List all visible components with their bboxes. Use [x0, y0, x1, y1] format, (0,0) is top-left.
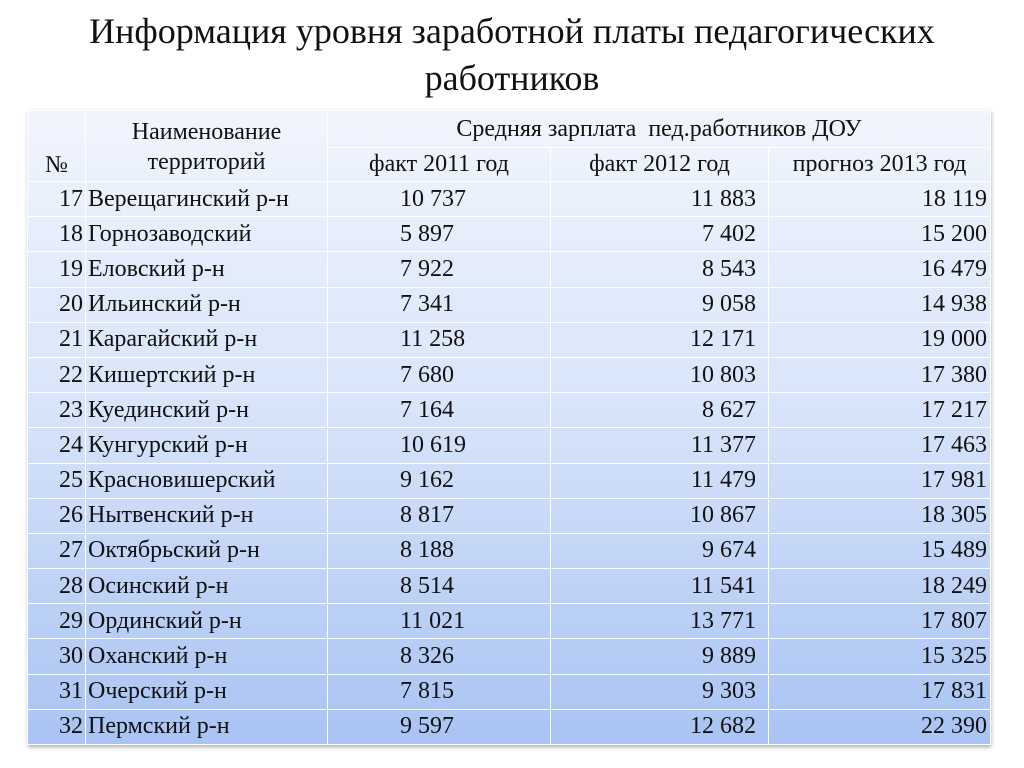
value-fact-2011: 11 258 [328, 322, 551, 357]
value-fact-2012: 9 303 [551, 674, 769, 709]
value-fact-2011: 7 815 [328, 674, 551, 709]
value-forecast-2013: 16 479 [769, 252, 991, 287]
header-average-salary: Средняя зарплата пед.работников ДОУ [328, 111, 991, 148]
row-number: 20 [28, 287, 86, 322]
table-row [28, 287, 991, 322]
table-row [28, 252, 991, 287]
table-row [28, 463, 991, 498]
value-fact-2011: 10 619 [328, 428, 551, 463]
value-fact-2011: 8 817 [328, 498, 551, 533]
value-forecast-2013: 19 000 [769, 322, 991, 357]
value-fact-2012: 11 377 [551, 428, 769, 463]
territory-name: Нытвенский р-н [86, 498, 328, 533]
value-forecast-2013: 17 380 [769, 357, 991, 392]
territory-name: Куединский р-н [86, 393, 328, 428]
table-row [28, 322, 991, 357]
row-number: 19 [28, 252, 86, 287]
value-fact-2012: 7 402 [551, 217, 769, 252]
table-row [28, 639, 991, 674]
territory-name: Красновишерский [86, 463, 328, 498]
value-forecast-2013: 15 200 [769, 217, 991, 252]
value-fact-2012: 12 171 [551, 322, 769, 357]
value-fact-2012: 11 541 [551, 569, 769, 604]
value-forecast-2013: 17 217 [769, 393, 991, 428]
value-forecast-2013: 17 463 [769, 428, 991, 463]
territory-name: Кунгурский р-н [86, 428, 328, 463]
row-number: 17 [28, 182, 86, 217]
value-fact-2012: 12 682 [551, 709, 769, 744]
value-forecast-2013: 15 325 [769, 639, 991, 674]
value-fact-2012: 10 867 [551, 498, 769, 533]
table-row [28, 674, 991, 709]
value-fact-2011: 7 680 [328, 357, 551, 392]
value-fact-2012: 9 889 [551, 639, 769, 674]
table-row [28, 569, 991, 604]
territory-name: Карагайский р-н [86, 322, 328, 357]
header-fact-2012: факт 2012 год [551, 148, 769, 182]
territory-name: Верещагинский р-н [86, 182, 328, 217]
value-fact-2011: 7 341 [328, 287, 551, 322]
territory-name: Ординский р-н [86, 604, 328, 639]
row-number: 28 [28, 569, 86, 604]
header-forecast-2013: прогноз 2013 год [769, 148, 991, 182]
row-number: 27 [28, 533, 86, 568]
value-forecast-2013: 15 489 [769, 533, 991, 568]
value-fact-2011: 8 514 [328, 569, 551, 604]
row-number: 26 [28, 498, 86, 533]
territory-name: Очерский р-н [86, 674, 328, 709]
value-fact-2012: 8 627 [551, 393, 769, 428]
territory-name: Оханский р-н [86, 639, 328, 674]
row-number: 32 [28, 709, 86, 744]
territory-name: Осинский р-н [86, 569, 328, 604]
table-body [28, 182, 991, 745]
row-number: 23 [28, 393, 86, 428]
table-row [28, 428, 991, 463]
value-fact-2011: 8 188 [328, 533, 551, 568]
table-row [28, 498, 991, 533]
row-number: 24 [28, 428, 86, 463]
value-forecast-2013: 17 981 [769, 463, 991, 498]
row-number: 30 [28, 639, 86, 674]
territory-name: Еловский р-н [86, 252, 328, 287]
row-number: 29 [28, 604, 86, 639]
row-number: 25 [28, 463, 86, 498]
value-fact-2011: 11 021 [328, 604, 551, 639]
territory-name: Горнозаводский [86, 217, 328, 252]
salary-table-container [27, 110, 990, 745]
table-row [28, 709, 991, 744]
table-row [28, 604, 991, 639]
territory-name: Пермский р-н [86, 709, 328, 744]
value-forecast-2013: 18 249 [769, 569, 991, 604]
row-number: 18 [28, 217, 86, 252]
table-row [28, 182, 991, 217]
value-fact-2011: 7 164 [328, 393, 551, 428]
row-number: 31 [28, 674, 86, 709]
value-fact-2011: 10 737 [328, 182, 551, 217]
value-fact-2012: 13 771 [551, 604, 769, 639]
value-fact-2011: 9 597 [328, 709, 551, 744]
value-forecast-2013: 14 938 [769, 287, 991, 322]
header-territory-name: Наименование территорий [86, 111, 328, 182]
value-forecast-2013: 22 390 [769, 709, 991, 744]
salary-table [27, 110, 991, 745]
value-fact-2012: 9 058 [551, 287, 769, 322]
territory-name: Ильинский р-н [86, 287, 328, 322]
value-forecast-2013: 17 807 [769, 604, 991, 639]
row-number: 22 [28, 357, 86, 392]
value-fact-2012: 8 543 [551, 252, 769, 287]
table-row [28, 393, 991, 428]
territory-name: Кишертский р-н [86, 357, 328, 392]
table-row [28, 357, 991, 392]
value-forecast-2013: 17 831 [769, 674, 991, 709]
row-number: 21 [28, 322, 86, 357]
header-fact-2011: факт 2011 год [328, 148, 551, 182]
table-row [28, 217, 991, 252]
header-number: № [28, 111, 86, 182]
slide-title: Информация уровня заработной платы педагогических работников [89, 11, 935, 98]
table-row [28, 533, 991, 568]
value-fact-2011: 5 897 [328, 217, 551, 252]
value-fact-2012: 11 883 [551, 182, 769, 217]
value-fact-2011: 8 326 [328, 639, 551, 674]
territory-name: Октябрьский р-н [86, 533, 328, 568]
value-fact-2011: 9 162 [328, 463, 551, 498]
value-forecast-2013: 18 119 [769, 182, 991, 217]
value-fact-2011: 7 922 [328, 252, 551, 287]
value-fact-2012: 9 674 [551, 533, 769, 568]
value-fact-2012: 11 479 [551, 463, 769, 498]
value-fact-2012: 10 803 [551, 357, 769, 392]
value-forecast-2013: 18 305 [769, 498, 991, 533]
